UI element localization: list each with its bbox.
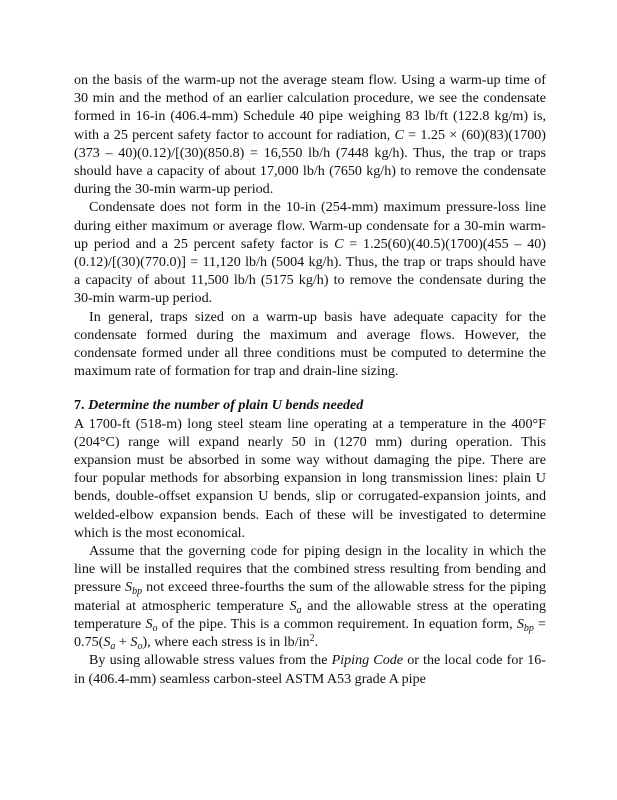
text: on the basis of the warm-up not the average steam flow. Using a warm-up time of 30 min and the method of an earlier calculation procedure, we see the condensate formed in 16-in (406.4-mm) Schedule 40 pipe weighing 83 lb/ft (122.8 kg/m) is, with a 25 percent safety factor to account for radiation, bbox=[74, 72, 546, 143]
text: = 1.25(60)(40.5)(1700)(455 – 40)(0.12)/[(30)(770.0)] = 11,120 lb/h (5004 kg/h). Thus, the trap or traps should have a capacity of about 11,500 lb/h (5175 kg/h) to remove the condensate during the 30-min warm-up period. bbox=[74, 235, 547, 307]
paragraph-piping-code bbox=[74, 651, 546, 687]
text: not exceed three-fourths the sum of the allowable stress for the piping material at atmospheric temperature bbox=[74, 579, 547, 614]
text: = 0.75( bbox=[74, 615, 546, 651]
symbol-s: S bbox=[145, 615, 153, 632]
text: Condensate does not form in the 10-in (254-mm) maximum pressure-loss line during either maximum or average flow. Warm-up condensate for a 30-min warm-up period and a 25 percent safety factor is bbox=[74, 199, 546, 252]
paragraph-warm-up-trap-16in bbox=[74, 71, 546, 198]
subscript-a: a bbox=[296, 604, 302, 616]
symbol-s: S bbox=[130, 634, 138, 651]
paragraph-expansion bbox=[74, 415, 546, 542]
text: = 1.25 × (60)(83)(1700)(373 – 40)(0.12)/[(30)(850.8) = 16,550 lb/h (7448 kg/h). Thus, the trap or traps should have a capacity of about 17,000 lb/h (7650 kg/h) to remove the condensate during the 30-min warm-up period. bbox=[74, 126, 546, 198]
text: + bbox=[115, 634, 131, 651]
symbol-s: S bbox=[516, 615, 524, 632]
symbol-s: S bbox=[289, 597, 297, 614]
subscript-bp: bp bbox=[132, 586, 143, 598]
step-number: 7. bbox=[74, 397, 89, 414]
paragraph-trap-sizing bbox=[74, 308, 546, 381]
text: of the pipe. This is a common requirement. In equation form, bbox=[157, 615, 517, 632]
text: ), where each stress is in lb/in bbox=[142, 634, 310, 651]
text: A 1700-ft (518-m) long steel steam line operating at a temperature in the 400°F (204°C) range will expand nearly 50 in (1270 mm) during operation. This expansion must be absorbed in some way without damaging the pipe. There are four popular methods for absorbing expansion in long transmission lines: plain U bends, double-offset expansion U bends, slip or corrugated-expansion joints, and welded-elbow expansion bends. Each of these will be investigated to determine which is the most economical. bbox=[74, 415, 546, 541]
symbol-s: S bbox=[125, 579, 133, 596]
piping-code-title: Piping Code bbox=[331, 652, 404, 669]
superscript-2: 2 bbox=[309, 633, 315, 645]
paragraph-warm-up-trap-10in bbox=[74, 198, 546, 307]
text: . bbox=[314, 634, 319, 651]
paragraph-stress-code bbox=[74, 542, 546, 651]
step-title: Determine the number of plain U bends needed bbox=[88, 397, 364, 414]
document-page bbox=[74, 71, 546, 688]
subscript-a: a bbox=[110, 641, 116, 653]
text: Assume that the governing code for piping design in the locality in which the line will be installed requires that the combined stress resulting from bending and pressure bbox=[74, 543, 546, 596]
subscript-o: o bbox=[152, 622, 158, 634]
symbol-s: S bbox=[103, 634, 111, 651]
symbol-c: C bbox=[394, 126, 404, 143]
step-heading bbox=[74, 396, 546, 414]
subscript-bp: bp bbox=[523, 622, 534, 634]
text: or the local code for 16-in (406.4-mm) seamless carbon-steel ASTM A53 grade A pipe bbox=[74, 652, 546, 687]
text: and the allowable stress at the operating temperature bbox=[74, 597, 546, 632]
text: By using allowable stress values from the bbox=[89, 652, 332, 669]
text: In general, traps sized on a warm-up basis have adequate capacity for the condensate formed during the maximum and average flows. However, the condensate formed under all three conditions must be computed to determine the maximum rate of formation for trap and drain-line sizing. bbox=[74, 308, 546, 380]
subscript-o: o bbox=[137, 641, 143, 653]
symbol-c: C bbox=[334, 235, 344, 252]
